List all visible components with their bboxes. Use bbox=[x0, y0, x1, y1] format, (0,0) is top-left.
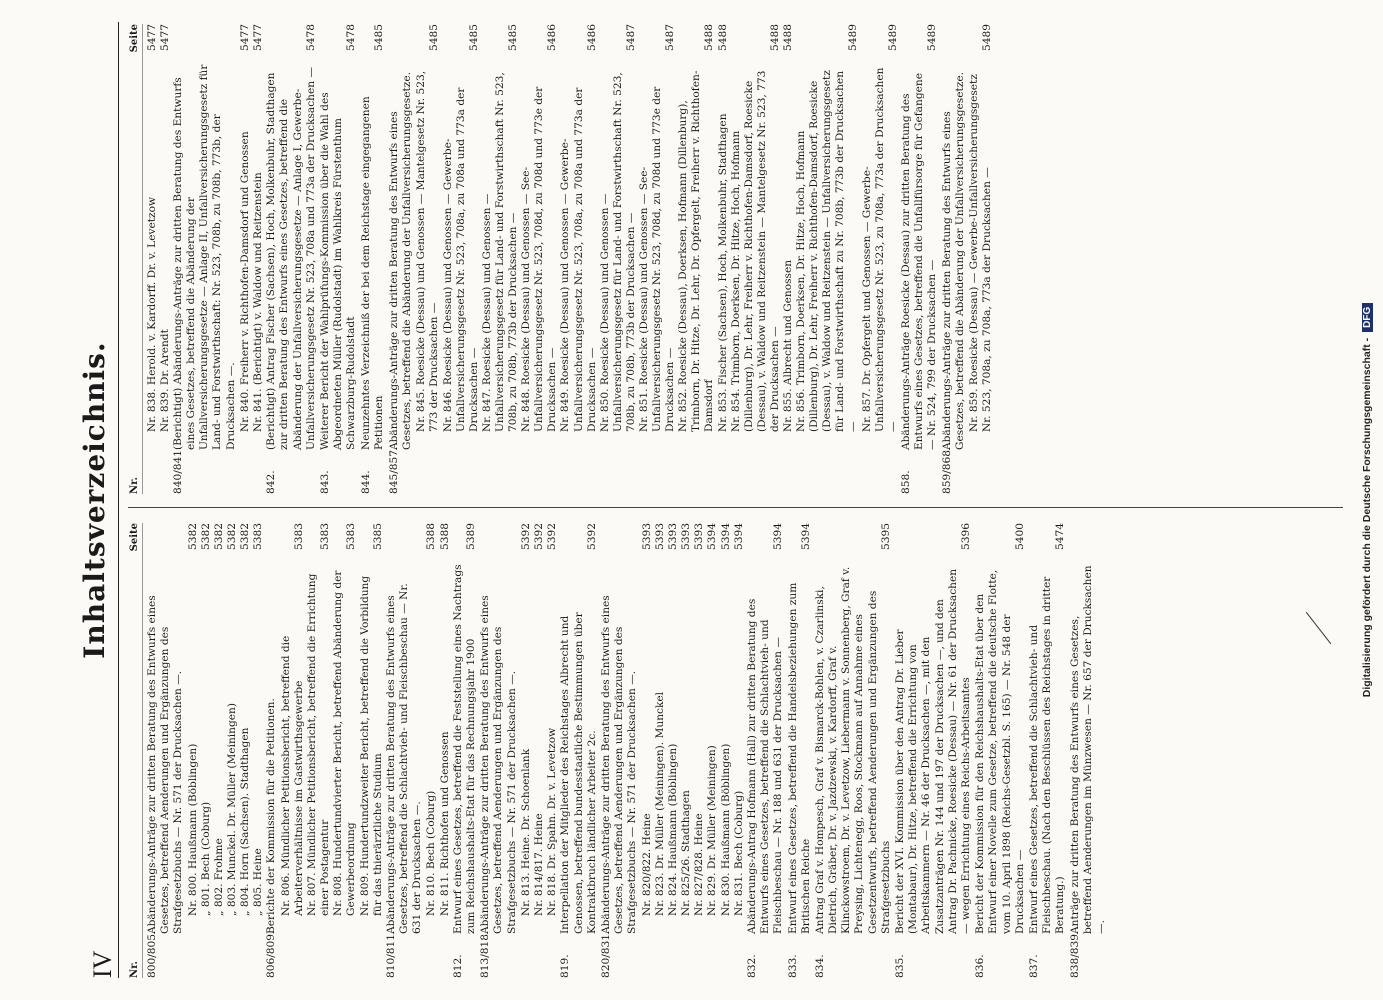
entry-text: Nr. 851. Roesicke (Dessau) und Genossen — See-Unfallversicherungsgesetz Nr. 523, 708d, zu 708d und 773e der Drucksachen — bbox=[637, 86, 677, 432]
toc-subentry bbox=[442, 24, 481, 494]
page-ref: 5392 bbox=[520, 523, 533, 550]
page-ref: 5485 bbox=[467, 24, 480, 51]
toc-subentry bbox=[159, 24, 172, 494]
entry-text: Entwurf eines Gesetzes, betreffend die Handelsbeziehungen zum Britischen Reiche bbox=[786, 582, 812, 934]
entry-text: Nr. 806. Mündlicher Petitionsbericht, betreffend die Arbeiterverhältnisse im Gastwirthsgewerbe bbox=[279, 635, 306, 916]
page-ref: 5394 bbox=[771, 523, 784, 550]
toc-subentry bbox=[641, 523, 654, 978]
entry-text: Nr. 852. Roesicke (Dessau), Doerksen, Hofmann (Dillenburg), Trimborn, Dr. Hitze, Dr. Lehr, Dr. Opfergelt, Freiherr v. Richthofen-Damsdorf bbox=[677, 70, 716, 432]
entry-text: Nr. 818. Dr. Spahn. Dr. v. Levetzow bbox=[546, 727, 559, 916]
toc-subentry bbox=[239, 523, 252, 978]
entry-text: Abänderungs-Anträge Roesicke (Dessau) zur dritten Beratung des Entwurfs eines Gesetzes, betreffend die Unfallfürsorge für Gefangene — Nr. 524, 799 der Drucksachen — bbox=[899, 73, 939, 450]
toc-subentry bbox=[667, 523, 680, 978]
page-ref: 5383 bbox=[319, 523, 332, 550]
page-ref: 5485 bbox=[373, 24, 386, 51]
entry-number: 844. bbox=[360, 470, 372, 494]
entry-text: Nr. 847. Roesicke (Dessau) und Genossen — Unfallversicherungsgesetz für Land- und Forstwirthschaft Nr. 523, 708b, zu 708b, 773b der Drucksachen — bbox=[480, 72, 520, 432]
entry-number: 840/841. bbox=[172, 446, 185, 494]
page-ref: 5488 bbox=[768, 24, 781, 51]
header-rule bbox=[118, 22, 119, 978]
toc-entry bbox=[172, 24, 237, 494]
entry-text: (Berichtigt) Antrag Fischer (Sachsen), Hoch, Molkenbuhr, Stadthagen zur dritten Beratung des Entwurfs eines Gesetzes, betreffend die Abänderung der Unfallversicherungsgesetze — Anlage I, Gewerbe-Unfallversicherungsgesetz Nr. 523, 708a und 773a der Drucksachen — bbox=[265, 66, 317, 450]
entry-number: 810/811. bbox=[384, 930, 397, 978]
toc-entry bbox=[1028, 523, 1067, 978]
entry-text: Nr. 854. Trimborn, Doerksen, Dr. Hitze, Hoch, Hofmann (Dillenburg), Dr. Lehr, Freiherr v. Richthofen-Damsdorf, Roesicke (Dessau), v. Waldow und Reitzenstein — Mantelgesetz Nr. 523, 773 der Drucksachen — bbox=[729, 70, 781, 432]
page-ref: 5382 bbox=[226, 523, 239, 550]
entry-text: Abänderungs-Anträge zur dritten Beratung des Entwurfs eines Gesetzes, betreffend die Abänderung der Unfallversicherungsgesetze. bbox=[387, 72, 413, 450]
entry-text: Nr. 849. Roesicke (Dessau) und Genossen — Gewerbe-Unfallversicherungsgesetz Nr. 523, 708a, zu 708a und 773a der Drucksachen — bbox=[559, 87, 598, 432]
page-ref: 5392 bbox=[533, 523, 546, 550]
entry-number: 837. bbox=[1028, 954, 1041, 978]
toc-subentry bbox=[546, 523, 559, 978]
entry-text: Nr. 841. (Berichtigt) v. Waldow und Reitzenstein bbox=[252, 172, 265, 432]
entry-text: „ 803. Munckel. Dr. Müller (Meiningen) bbox=[226, 702, 239, 916]
entry-number: 838/839. bbox=[1068, 930, 1081, 978]
toc-subentry bbox=[559, 24, 598, 494]
toc-entry bbox=[146, 523, 185, 978]
entry-text: „ 802. Frohme bbox=[212, 838, 225, 916]
page-ref: 5486 bbox=[585, 24, 598, 51]
toc-subentry bbox=[720, 523, 733, 978]
page-ref: 5477 bbox=[252, 24, 265, 51]
page-ref: 5487 bbox=[624, 24, 637, 51]
toc-subentry bbox=[520, 24, 559, 494]
digitization-footer bbox=[1361, 0, 1373, 1000]
entry-number: 833. bbox=[786, 954, 799, 978]
entry-text: Nr. 831. Bech (Coburg) bbox=[732, 790, 745, 916]
toc-entry bbox=[385, 523, 424, 978]
page-ref: 5477 bbox=[146, 24, 158, 51]
seite-label: Seite bbox=[129, 523, 140, 552]
entry-text: Bericht der Kommission für den Reichshaushalts-Etat über den Entwurf einer Novelle zum Gesetze, betreffend die deutsche Flotte, vom 10. April 1898 (Reichs-Gesetzbl. S. 165) — Nr. 548 der Drucksachen — bbox=[974, 569, 1026, 934]
page-ref: 5392 bbox=[546, 523, 559, 550]
entry-text: Anträge zur dritten Beratung des Entwurfs eines Gesetzes, betreffend Aenderungen im Münzwesen — Nr. 657 der Drucksachen —. bbox=[1068, 565, 1108, 934]
toc-entry bbox=[265, 24, 317, 494]
toc-subentry bbox=[439, 523, 452, 978]
toc-subentry bbox=[252, 24, 265, 494]
page-ref: 5489 bbox=[886, 24, 899, 51]
toc-subentry bbox=[638, 24, 677, 494]
toc-entry bbox=[1069, 523, 1108, 978]
entry-text: Nr. 846. Roesicke (Dessau) und Genossen — Gewerbe-Unfallversicherungsgesetz Nr. 523, 708a, zu 708a und 773a der Drucksachen — bbox=[441, 87, 480, 432]
toc-subentry bbox=[533, 523, 546, 978]
toc-entry bbox=[787, 523, 813, 978]
toc-entry bbox=[814, 523, 893, 978]
page-ref: 5382 bbox=[199, 523, 212, 550]
entry-text: „ 804. Horn (Sachsen). Stadthagen bbox=[239, 727, 252, 916]
entry-number: 820/831. bbox=[600, 930, 613, 978]
toc-subentry bbox=[306, 523, 332, 978]
page-ref: 5382 bbox=[239, 523, 252, 550]
entry-text: Nr. 853. Fischer (Sachsen), Hoch, Molkenbuhr, Stadthagen bbox=[716, 113, 729, 432]
page-ref: 5388 bbox=[438, 523, 451, 550]
page-ref: 5383 bbox=[252, 523, 265, 550]
toc-subentry bbox=[680, 523, 693, 978]
toc-entry bbox=[600, 523, 639, 978]
entry-text: Nr. 840. Freiherr v. Richthofen-Damsdorf und Genossen bbox=[239, 131, 252, 432]
entry-number: 835. bbox=[894, 954, 907, 978]
entry-text: Abänderungs-Anträge zur dritten Beratung des Entwurfs eines Gesetzes, betreffend Aenderungen und Ergänzungen des Strafgesetzbuchs — Nr. 571 der Drucksachen —. bbox=[600, 595, 639, 934]
entry-text: „ 805. Heine bbox=[252, 848, 265, 916]
entry-text: Nr. 827/828. Heine bbox=[693, 813, 706, 916]
toc-entry bbox=[479, 523, 518, 978]
toc-entry bbox=[900, 24, 939, 494]
toc-subentry bbox=[359, 523, 385, 978]
entry-text: Nr. 814/817. Heine bbox=[533, 813, 546, 916]
entry-text: Weiterer Bericht der Wahlprüfungs-Kommission über die Wahl des Abgeordneten Müller (Rudolstadt) im Wahlkreis Fürstenthum Schwarzburg-Rudolstadt bbox=[319, 92, 358, 450]
page-ref: 5382 bbox=[212, 523, 225, 550]
toc-entry bbox=[319, 24, 358, 494]
page-ref: 5474 bbox=[1054, 523, 1067, 550]
entry-text: Abänderungs-Anträge zur dritten Beratung des Entwurfs eines Gesetzes, betreffend Aenderungen und Ergänzungen des Strafgesetzbuchs — Nr. 571 der Drucksachen —. bbox=[146, 595, 185, 934]
entry-text: Nr. 845. Roesicke (Dessau) und Genossen — Mantelgesetz Nr. 523, 773 der Drucksachen — bbox=[415, 70, 441, 432]
toc-subentry bbox=[252, 523, 265, 978]
column-header bbox=[128, 24, 143, 494]
entry-text: Abänderungs-Anträge zur dritten Beratung des Entwurfs eines Gesetzes, betreffend Aenderungen und Ergänzungen des Strafgesetzbuchs — Nr. 571 der Drucksachen —. bbox=[479, 595, 518, 934]
toc-subentry bbox=[968, 24, 994, 494]
entry-text: Nr. 848. Roesicke (Dessau) und Genossen — See-Unfallversicherungsgesetz Nr. 523, 708d, zu 708d und 773e der Drucksachen — bbox=[520, 86, 559, 432]
page-ref: 5392 bbox=[585, 523, 598, 550]
entry-text: Nr. 829. Dr. Müller (Meiningen) bbox=[706, 745, 719, 916]
page-ref: 5488 bbox=[782, 24, 794, 51]
entry-number: 834. bbox=[814, 954, 827, 978]
page-ref: 5489 bbox=[981, 24, 994, 51]
entry-text: Nr. 800. Haußmann (Böblingen) bbox=[186, 743, 199, 916]
entry-number: 843. bbox=[319, 470, 332, 494]
toc-subentry bbox=[733, 523, 746, 978]
page-number: IV bbox=[88, 950, 117, 978]
entry-number: 812. bbox=[451, 954, 464, 978]
toc-subentry bbox=[226, 523, 239, 978]
page-title: Inhaltsverzeichnis. bbox=[78, 341, 111, 659]
entry-text: Entwurf eines Gesetzes, betreffend die Schlachtvieh- und Fleischbeschau. (Nach den Beschlüssen des Reichstages in dritter Beratung.) bbox=[1028, 576, 1067, 934]
entry-text: Abänderungs-Anträge zur dritten Beratung des Entwurfs eines Gesetzes, betreffend die Schlachtvieh- und Fleischbeschau — Nr. 631 der Drucksachen —. bbox=[384, 583, 423, 934]
entry-text: Entwurf eines Gesetzes, betreffend die Feststellung eines Nachtrags zum Reichshaushalts-Etat für das Rechnungsjahr 1900 bbox=[451, 564, 477, 934]
toc-subentry bbox=[239, 24, 252, 494]
toc-entry bbox=[360, 24, 386, 494]
entry-number: 842. bbox=[265, 470, 278, 494]
toc-entry bbox=[746, 523, 785, 978]
entry-number: 836. bbox=[974, 954, 987, 978]
entry-text: „ 801. Bech (Coburg) bbox=[199, 801, 212, 916]
entry-text: Nr. 813. Heine. Dr. Schoenlank bbox=[520, 748, 533, 916]
page-ref: 5382 bbox=[186, 523, 199, 550]
toc-subentry bbox=[654, 523, 667, 978]
page-ref: 5393 bbox=[640, 523, 653, 550]
entry-text: Bericht der XVI. Kommission über den Antrag Dr. Lieber (Montabaur), Dr. Hitze, betreffend die Errichtung von Arbeitskammern — Nr. 46 der Drucksachen —, mit den Zusatzanträgen Nr. 144 und 197 der Drucksachen —, und den Antrag Dr. Pachnicke, Roesicke (Dessau) — Nr. 61 der Drucksachen — wegen Errichtung eines Reichs-Arbeitsamtes bbox=[894, 568, 972, 934]
entry-text: Abänderungs-Anträge zur dritten Beratung des Entwurfs eines Gesetzes, betreffend die Abänderung der Unfallversicherungsgesetze. bbox=[940, 72, 966, 450]
entry-text: Nr. 808. Hundertundvierter Bericht, betreffend Abänderung der Gewerbeordnung bbox=[332, 570, 358, 916]
entry-text: Nr. 859. Roesicke (Dessau) — Gewerbe-Unfallversicherungsgesetz Nr. 523, 708a, zu 708a, 773a der Drucksachen — bbox=[968, 74, 994, 432]
entry-text: Nr. 807. Mündlicher Petitionsbericht, betreffend die Errichtung einer Postagentur bbox=[306, 573, 332, 916]
entry-text: (Berichtigt) Abänderungs-Anträge zur dritten Beratung des Entwurfs eines Gesetzes, betreffend die Abänderung der Unfallversicherungsgesetze — Anlage II, Unfallversicherungsgesetz für Land- und Forstwirthschaft: Nr. 523, 708b, zu 708b, 773b, der Drucksachen —. bbox=[172, 64, 237, 450]
page-ref: 5478 bbox=[345, 24, 358, 51]
entry-text: Nr. 855. Albrecht und Genossen bbox=[782, 259, 794, 432]
entry-text: Nr. 839. Dr. Arendt bbox=[159, 329, 172, 432]
page-ref: 5389 bbox=[464, 523, 477, 550]
right-column bbox=[128, 24, 995, 494]
entry-text: Antrag Graf v. Hompesch, Graf v. Bismarck-Bohlen, v. Czarlinski, Dietrich, Gräber, Dr. v. Jazdzewski, v. Kardorff, Graf v. Klinckowstroem, Dr. v. Levetzow, Liebermann v. Sonnenberg, Graf v. Preysing, Lichtenegg, Roos, Stockmann auf Annahme eines Gesetzentwurfs, betreffend Aenderungen und Ergänzungen des Strafgesetzbuchs bbox=[814, 566, 892, 934]
entry-text: Nr. 820/822. Heine bbox=[640, 813, 653, 916]
page-ref: 5477 bbox=[239, 24, 252, 51]
toc-entry bbox=[388, 24, 414, 494]
page-ref: 5489 bbox=[926, 24, 939, 51]
page-ref: 5393 bbox=[680, 523, 693, 550]
entry-text: Interpellation der Mitglieder des Reichstages Albrecht und Genossen, betreffend bundesstaatliche Bestimmungen über Kontraktbruch ländlicher Arbeiter 2c. bbox=[559, 612, 598, 934]
page-ref: 5477 bbox=[159, 24, 172, 51]
toc-subentry bbox=[730, 24, 782, 494]
page-ref: 5383 bbox=[345, 523, 358, 550]
toc-subentry bbox=[861, 24, 900, 494]
page-ref: 5394 bbox=[799, 523, 812, 550]
page-ref: 5396 bbox=[959, 523, 972, 550]
page-ref: 5395 bbox=[879, 523, 892, 550]
entry-text: Abänderungs-Antrag Hofmann (Hall) zur dritten Beratung des Entwurfs eines Gesetzes, betreffend die Schlachtvieh- und Fleischbeschau — Nr. 188 und 631 der Drucksachen — bbox=[745, 598, 784, 934]
entry-text: Nr. 824. Haußmann (Böblingen) bbox=[667, 743, 680, 916]
footer-text: Digitalisierung gefördert durch die Deutsche Forschungsgemeinschaft - bbox=[1361, 337, 1373, 698]
entry-number: 832. bbox=[745, 954, 758, 978]
column-header bbox=[128, 523, 143, 978]
entry-text: Nr. 825/26. Stadthagen bbox=[680, 790, 693, 916]
page-ref: 5394 bbox=[719, 523, 732, 550]
page-ref: 5486 bbox=[546, 24, 559, 51]
entry-text: Nr. 830. Haußmann (Böblingen) bbox=[719, 743, 732, 916]
entry-text: Nr. 810. Bech (Coburg) bbox=[425, 790, 438, 916]
toc-subentry bbox=[213, 523, 226, 978]
toc-subentry bbox=[200, 523, 213, 978]
handwritten-mark bbox=[1306, 612, 1331, 644]
toc-entry bbox=[941, 24, 967, 494]
dfg-logo: DFG bbox=[1362, 303, 1373, 332]
toc-subentry bbox=[187, 523, 200, 978]
entry-text: Nr. 857. Dr. Opfergelt und Genossen — Gewerbe-Unfallversicherungsgesetz Nr. 523, zu 708a, 773a der Drucksachen — bbox=[860, 67, 899, 432]
entry-number: 806/809. bbox=[265, 930, 278, 978]
entry-text: Berichte der Kommission für die Petitionen. bbox=[265, 698, 278, 934]
toc-subentry bbox=[693, 523, 706, 978]
page-ref: 5394 bbox=[706, 523, 719, 550]
entry-text: Nr. 850. Roesicke (Dessau) und Genossen — Unfallversicherungsgesetz für Land- und Forstwirthschaft Nr. 523, 708b, zu 708b, 773b der Drucksachen — bbox=[598, 72, 637, 432]
page-ref: 5394 bbox=[732, 523, 745, 550]
page-ref: 5487 bbox=[664, 24, 677, 51]
entry-text: Nr. 838. Herold. v. Kardorff. Dr. v. Levetzow bbox=[146, 196, 158, 432]
page-ref: 5393 bbox=[693, 523, 706, 550]
toc-subentry bbox=[677, 24, 716, 494]
entry-number: 845/857. bbox=[387, 446, 400, 494]
toc-subentry bbox=[415, 24, 441, 494]
toc-subentry bbox=[481, 24, 520, 494]
page-ref: 5400 bbox=[1013, 523, 1026, 550]
toc-entry bbox=[559, 523, 598, 978]
page-ref: 5383 bbox=[293, 523, 306, 550]
entry-text: Nr. 809. Hundertundzweiter Bericht, betreffend die Vorbildung für das thierärztliche Studium bbox=[358, 575, 384, 916]
toc-subentry bbox=[332, 523, 358, 978]
toc-subentry bbox=[717, 24, 730, 494]
page-ref: 5485 bbox=[428, 24, 441, 51]
page-ref: 5388 bbox=[425, 523, 438, 550]
toc-subentry bbox=[146, 24, 159, 494]
toc-entry bbox=[265, 523, 278, 978]
toc-entry bbox=[894, 523, 973, 978]
toc-subentry bbox=[280, 523, 306, 978]
toc-subentry bbox=[782, 24, 795, 494]
page-ref: 5385 bbox=[371, 523, 384, 550]
page-ref: 5488 bbox=[703, 24, 716, 51]
page-ref: 5393 bbox=[654, 523, 667, 550]
entry-number: 858. bbox=[899, 470, 912, 494]
toc-entry bbox=[974, 523, 1026, 978]
seite-label: Seite bbox=[129, 24, 140, 53]
nr-label: Nr. bbox=[129, 477, 140, 494]
entry-number: 800/805. bbox=[146, 930, 158, 978]
toc-subentry bbox=[599, 24, 638, 494]
entry-text: Nr. 823. Dr. Müller (Meiningen). Munckel bbox=[654, 691, 667, 916]
entry-text: Nr. 811. Richthofen und Genossen bbox=[438, 731, 451, 916]
page-ref: 5393 bbox=[667, 523, 680, 550]
toc-subentry bbox=[425, 523, 438, 978]
entry-number: 859/868. bbox=[940, 446, 953, 494]
toc-subentry bbox=[706, 523, 719, 978]
column-divider bbox=[128, 507, 1343, 508]
toc-subentry bbox=[520, 523, 533, 978]
nr-label: Nr. bbox=[129, 961, 140, 978]
page-ref: 5488 bbox=[716, 24, 729, 51]
page-ref: 5478 bbox=[304, 24, 317, 51]
page-ref: 5489 bbox=[847, 24, 860, 51]
entry-number: 813/818. bbox=[479, 930, 492, 978]
toc-subentry bbox=[795, 24, 860, 494]
entry-text: Nr. 856. Trimborn, Doerksen, Dr. Hitze, Hoch, Hofmann (Dillenburg), Dr. Lehr, Freiherr v. Richthofen-Damsdorf, Roesicke (Dessau), v. Waldow und Reitzenstein — Unfallversicherungsgesetz für Land- und Forstwirthschaft zu Nr. 708b, 773b der Drucksachen — bbox=[795, 70, 860, 432]
entry-text: Neunzehntes Verzeichniß der bei dem Reichstage eingegangenen Petitionen bbox=[360, 96, 386, 450]
entry-number: 819. bbox=[559, 954, 572, 978]
page-ref: 5485 bbox=[507, 24, 520, 51]
toc-entry bbox=[452, 523, 478, 978]
left-column bbox=[128, 523, 1110, 978]
